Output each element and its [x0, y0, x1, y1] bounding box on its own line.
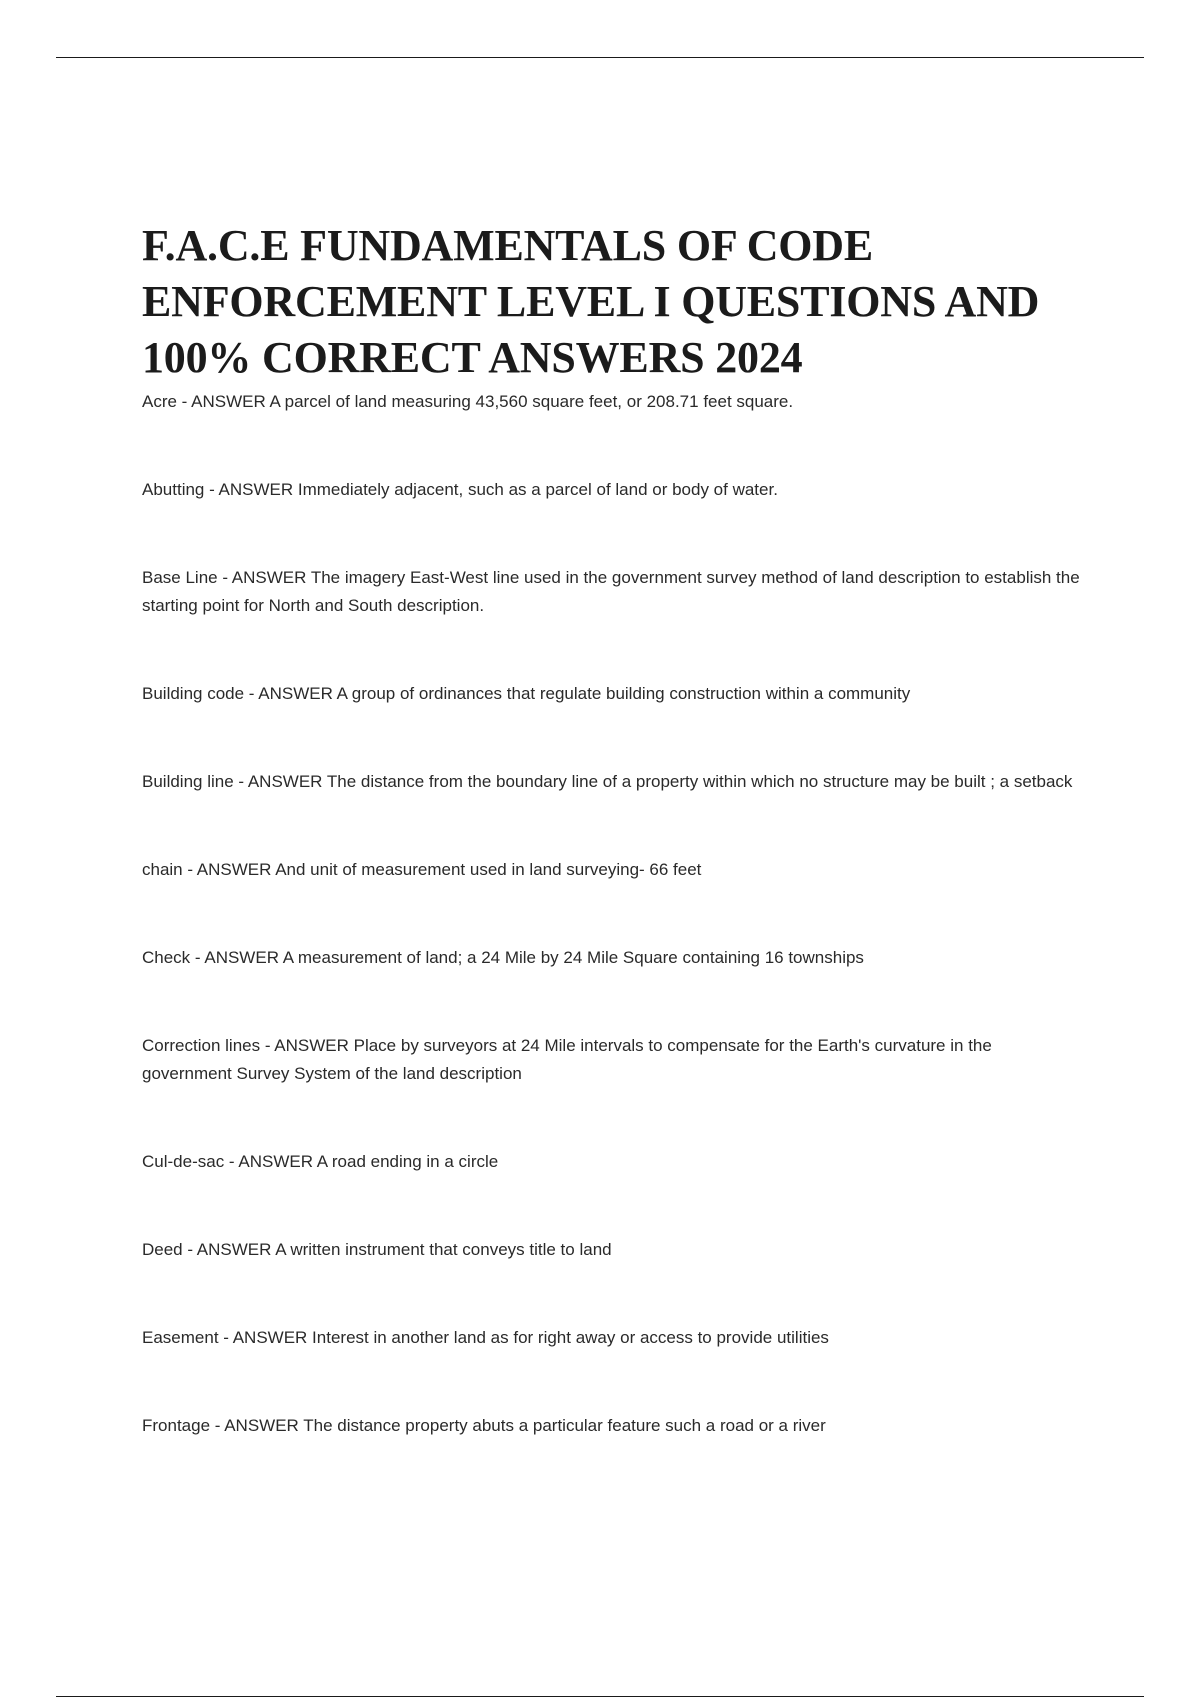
entry-building-line: Building line - ANSWER The distance from the boundary line of a property within which no structure may be built ; a setback [142, 772, 1073, 791]
top-rule [56, 57, 1144, 58]
bottom-rule [56, 1696, 1144, 1697]
entry-cul-de-sac: Cul-de-sac - ANSWER A road ending in a circle [142, 1152, 499, 1171]
document-title: F.A.C.E FUNDAMENTALS OF CODE ENFORCEMENT LEVEL I QUESTIONS AND 100% CORRECT ANSWERS 2024 [142, 221, 1040, 382]
entry-abutting: Abutting - ANSWER Immediately adjacent, such as a parcel of land or body of water. [142, 480, 778, 499]
entry-easement: Easement - ANSWER Interest in another land as for right away or access to provide utilities [142, 1328, 829, 1347]
entry-frontage: Frontage - ANSWER The distance property abuts a particular feature such a road or a river [142, 1416, 826, 1435]
entry-list [142, 388, 1082, 1440]
entry-check: Check - ANSWER A measurement of land; a 24 Mile by 24 Mile Square containing 16 townships [142, 948, 864, 967]
document-content [142, 218, 1082, 1500]
entry-acre: Acre - ANSWER A parcel of land measuring 43,560 square feet, or 208.71 feet square. [142, 392, 794, 411]
entry-base-line: Base Line - ANSWER The imagery East-West line used in the government survey method of land description to establish the starting point for North and South description. [142, 568, 1080, 615]
entry-deed: Deed - ANSWER A written instrument that conveys title to land [142, 1240, 612, 1259]
entry-chain: chain - ANSWER And unit of measurement used in land surveying- 66 feet [142, 860, 702, 879]
entry-correction-lines: Correction lines - ANSWER Place by surveyors at 24 Mile intervals to compensate for the Earth's curvature in the government Survey System of the land description [142, 1036, 992, 1083]
entry-building-code: Building code - ANSWER A group of ordinances that regulate building construction within a community [142, 684, 911, 703]
